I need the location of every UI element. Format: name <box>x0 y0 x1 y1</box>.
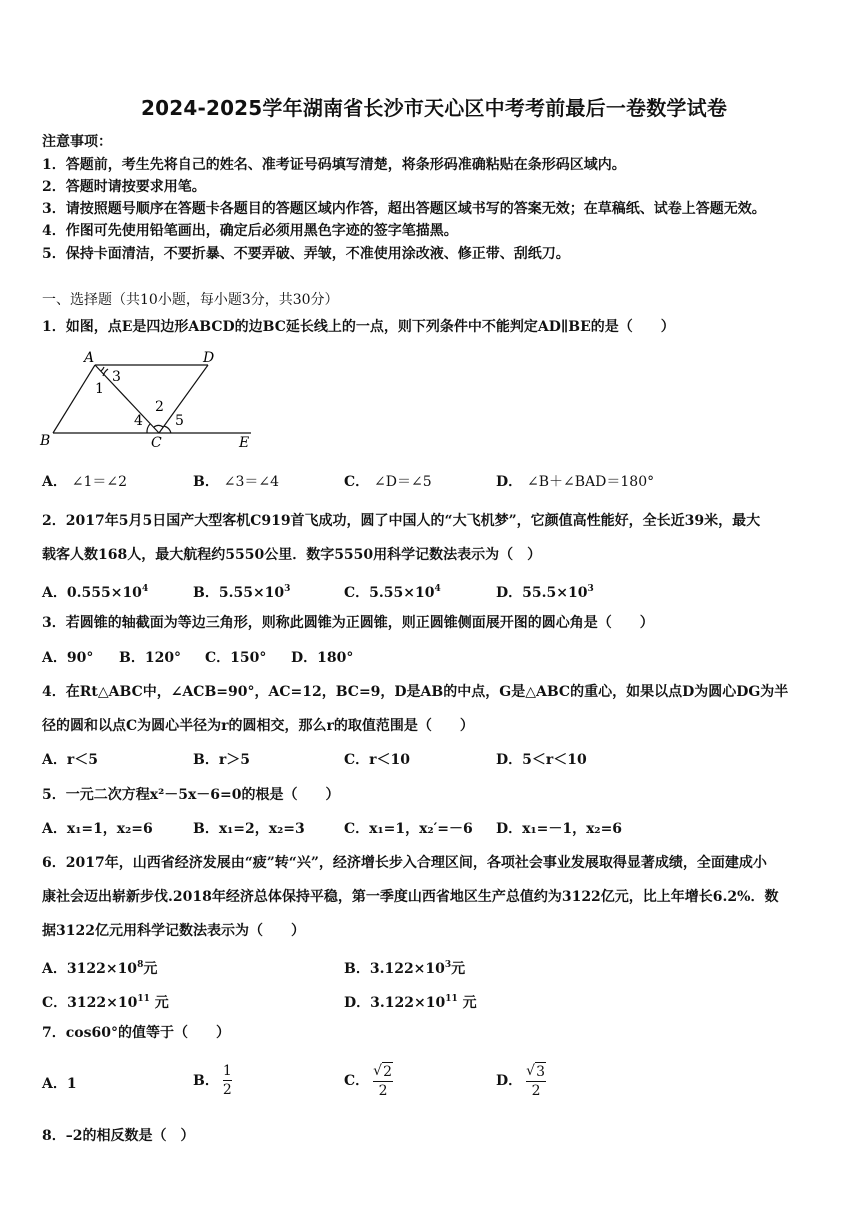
fig-label-c: C <box>151 435 162 450</box>
question-6-line: 据3122亿元用科学记数法表示为（ ） <box>42 923 305 939</box>
notice-item: 4．作图可先使用铅笔画出，确定后必须用黑色字迹的签字笔描黑。 <box>42 223 458 239</box>
notice-item: 1．答题前，考生先将自己的姓名、准考证号码填写清楚，将条形码准确粘贴在条形码区域内。 <box>42 157 626 173</box>
q7-option-b: B． $\frac{1}{2}$ <box>193 1063 232 1098</box>
q2-option-d: D．$55.5\times 10^3$ <box>496 584 594 601</box>
question-2-line: 载客人数168人，最大航程约5550公里．数字5550用科学记数法表示为（ ） <box>42 547 542 563</box>
q4-option-d: D．5＜r＜10 <box>496 752 587 768</box>
q2-option-c: C．$5.55\times 10^4$ <box>344 584 441 601</box>
q1-option-d: D． ∠B＋∠BAD＝180° <box>496 474 655 490</box>
question-7-stem: 7．cos60°的值等于（ ） <box>42 1025 230 1041</box>
notice-heading: 注意事项： <box>42 134 112 150</box>
question-8-stem: 8．–2的相反数是（ ） <box>42 1128 195 1144</box>
q7-option-a: A．1 <box>42 1076 77 1092</box>
page-title: 2024-2025学年湖南省长沙市天心区中考考前最后一卷数学试卷 <box>140 96 728 120</box>
fraction: $\frac{1}{2}$ <box>222 1063 232 1098</box>
fraction: √ 2 2 <box>373 1063 392 1099</box>
question-6-line: 6．2017年，山西省经济发展由“疲”转“兴”，经济增长步入合理区间，各项社会事业发展取得显著成绩，全面建成小 <box>42 855 767 871</box>
fig-angle-5: 5 <box>175 413 184 429</box>
question-3-stem: 3．若圆锥的轴截面为等边三角形，则称此圆锥为正圆锥，则正圆锥侧面展开图的圆心角是（ ） <box>42 615 654 631</box>
question-5-stem: 5．一元二次方程x²－5x－6=0的根是（ ） <box>42 787 340 803</box>
section-heading: 一、选择题（共10小题，每小题3分，共30分） <box>42 292 339 308</box>
q5-option-a: A．x₁=1，x₂=6 <box>42 821 153 837</box>
notice-item: 2．答题时请按要求用笔。 <box>42 179 206 195</box>
q2-option-a: A．$0.555\times 10^4$ <box>42 584 149 601</box>
question-1-stem: 1．如图，点E是四边形ABCD的边BC延长线上的一点，则下列条件中不能判定AD∥BE的是（ ） <box>42 319 675 335</box>
fraction: √ 3 2 <box>526 1063 545 1099</box>
q6-option-b: B．$3.122\times 10^3$元 <box>344 960 466 977</box>
q1-option-a: A． ∠1＝∠2 <box>42 474 128 490</box>
q3-option-a: A．90° <box>42 650 94 666</box>
fig-label-a: A <box>84 350 95 366</box>
q4-option-a: A．r＜5 <box>42 752 98 768</box>
question-2-line: 2．2017年5月5日国产大型客机C919首飞成功，圆了中国人的“大飞机梦”，它颜值高性能好，全长近39米，最大 <box>42 513 761 529</box>
q3-option-b: B．120° <box>119 650 182 666</box>
q4-option-b: B．r＞5 <box>193 752 250 768</box>
q5-option-b: B．x₁=2，x₂=3 <box>193 821 305 837</box>
q3-option-d: D．180° <box>291 650 354 666</box>
question-4-line: 4．在Rt△ABC中，∠ACB=90°，AC=12，BC=9，D是AB的中点，G是△ABC的重心，如果以点D为圆心DG为半 <box>42 684 789 700</box>
q6-option-d: D．$3.122\times 10^{11}$ 元 <box>344 994 477 1011</box>
question-4-line: 径的圆和以点C为圆心半径为r的圆相交，那么r的取值范围是（ ） <box>42 718 474 734</box>
q1-option-c: C． ∠D＝∠5 <box>344 474 432 490</box>
q7-option-c: C． √ 2 2 <box>344 1063 392 1099</box>
q5-option-c: C．x₁=1，x₂′=－6 <box>344 821 473 837</box>
q1-option-b: B． ∠3＝∠4 <box>193 474 279 490</box>
fig-angle-4: 4 <box>134 413 143 429</box>
q6-option-c: C．$3122\times 10^{11}$ 元 <box>42 994 169 1011</box>
fig-label-b: B <box>40 433 51 449</box>
notice-item: 3．请按照题号顺序在答题卡各题目的答题区域内作答，超出答题区域书写的答案无效；在草稿纸、试卷上答题无效。 <box>42 201 766 217</box>
fig-angle-2: 2 <box>155 399 164 415</box>
q7-option-d: D． √ 3 2 <box>496 1063 545 1099</box>
q4-option-c: C．r＜10 <box>344 752 411 768</box>
notice-item: 5．保持卡面清洁，不要折暴、不要弄破、弄皱，不准使用涂改液、修正带、刮纸刀。 <box>42 246 570 262</box>
fig-angle-3: 3 <box>112 369 121 385</box>
q2-option-b: B．$5.55\times 10^3$ <box>193 584 291 601</box>
fig-label-e: E <box>239 435 250 450</box>
q6-option-a: A．$3122\times 10^8$元 <box>42 960 158 977</box>
fig-label-d: D <box>203 350 215 366</box>
q1-figure <box>38 345 268 450</box>
question-6-line: 康社会迈出崭新步伐.2018年经济总体保持平稳，第一季度山西省地区生产总值约为3122亿元，比上年增长6.2%．数 <box>42 889 779 905</box>
fig-angle-1: 1 <box>95 381 104 397</box>
q3-option-c: C．150° <box>205 650 267 666</box>
q5-option-d: D．x₁=－1，x₂=6 <box>496 821 623 837</box>
